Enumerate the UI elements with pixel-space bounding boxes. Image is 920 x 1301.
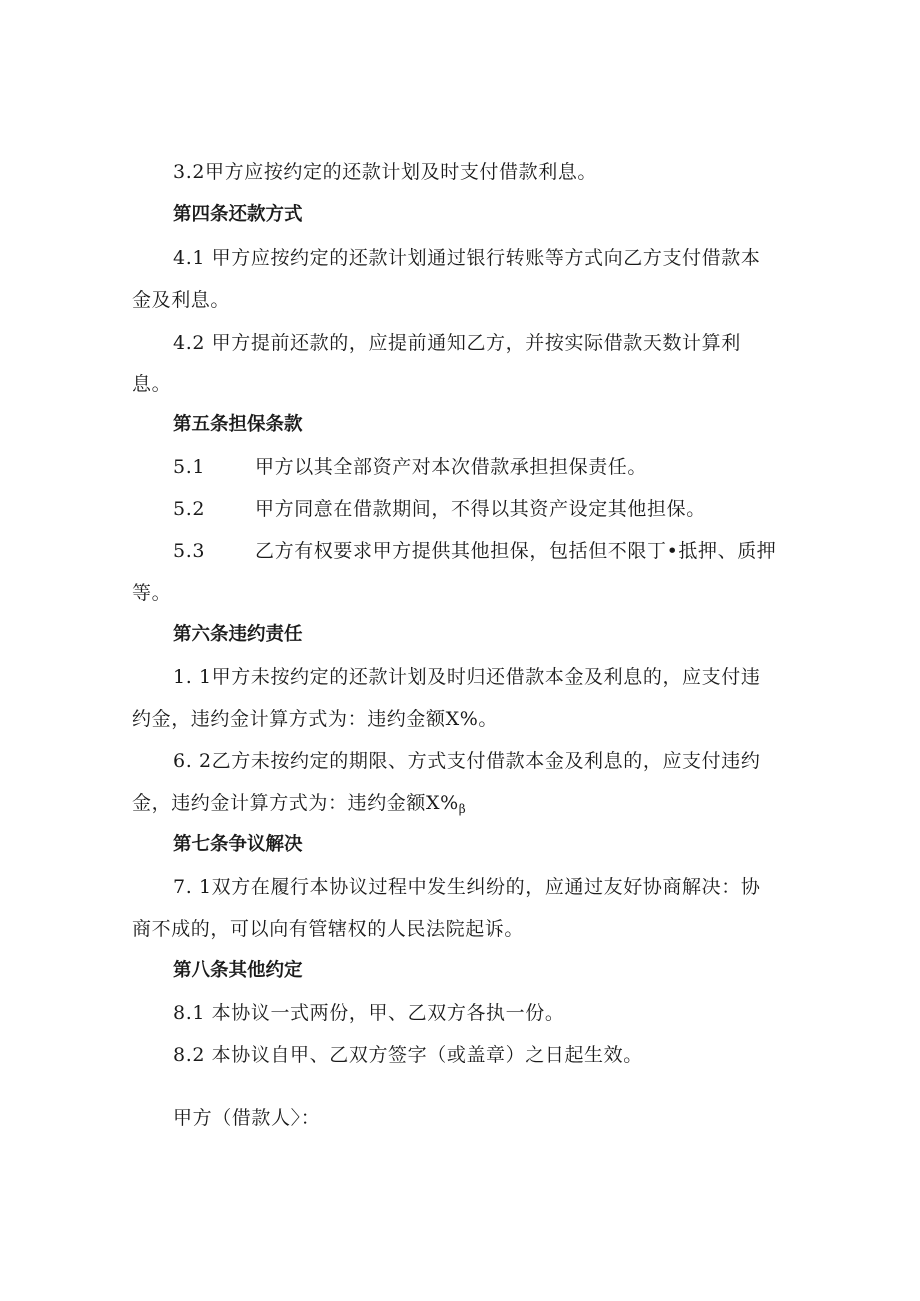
article-5-heading: 第五条担保条款 [173, 414, 303, 435]
article-8-heading: 第八条其他约定 [173, 960, 303, 981]
signature-party-a: 甲方（借款人〉： [173, 1107, 321, 1129]
clause-6-2-line2 [132, 791, 466, 821]
clause-4-1-line2: 金及利息。 [132, 289, 231, 311]
clause-6-1-line1: 1. 1甲方未按约定的还款计划及时归还借款本金及利息的，应支付违 [173, 666, 761, 688]
clause-4-2-line1: 4.2 甲方提前还款的，应提前通知乙方，并按实际借款天数计算利 [173, 332, 741, 354]
clause-4-1-line1: 4.1 甲方应按约定的还款计划通过银行转账等方式向乙方支付借款本 [173, 247, 761, 269]
clause-5-2-number: 5.2 [173, 498, 206, 520]
clause-5-3-line1 [173, 539, 776, 563]
clause-8-1: 8.1 本协议一式两份，甲、乙双方各执一份。 [173, 1002, 565, 1024]
clause-8-2: 8.2 本协议自甲、乙双方签字（或盖章）之日起生效。 [173, 1044, 643, 1066]
clause-5-1-number: 5.1 [173, 456, 206, 478]
article-4-heading: 第四条还款方式 [173, 204, 303, 225]
clause-5-3-text: 乙方有权要求甲方提供其他担保，包括但不限丁•抵押、质押 [255, 540, 777, 562]
clause-6-2-line2-text: 金，违约金计算方式为：违约金额X% [132, 792, 459, 814]
clause-5-2 [173, 497, 706, 521]
clause-6-1-line2: 约金，违约金计算方式为：违约金额X%。 [132, 708, 498, 730]
clause-6-2-subscript: β [458, 802, 467, 816]
clause-4-2-line2: 息。 [132, 373, 172, 395]
article-6-heading: 第六条违约责任 [173, 624, 303, 645]
clause-7-1-line2: 商不成的，可以向有管辖权的人民法院起诉。 [132, 918, 525, 940]
clause-3-2: 3.2甲方应按约定的还款计划及时支付借款利息。 [173, 161, 598, 183]
clause-5-3-number: 5.3 [173, 540, 206, 562]
clause-5-1 [173, 455, 647, 479]
clause-5-2-text: 甲方同意在借款期间，不得以其资产设定其他担保。 [255, 498, 706, 520]
clause-5-3-line2: 等。 [132, 582, 172, 604]
clause-6-2-line1: 6. 2乙方未按约定的期限、方式支付借款本金及利息的，应支付违约 [173, 750, 761, 772]
clause-7-1-line1: 7. 1双方在履行本协议过程中发生纠纷的，应通过友好协商解决：协 [173, 876, 761, 898]
article-7-heading: 第七条争议解决 [173, 834, 303, 855]
clause-5-1-text: 甲方以其全部资产对本次借款承担担保责任。 [255, 456, 648, 478]
